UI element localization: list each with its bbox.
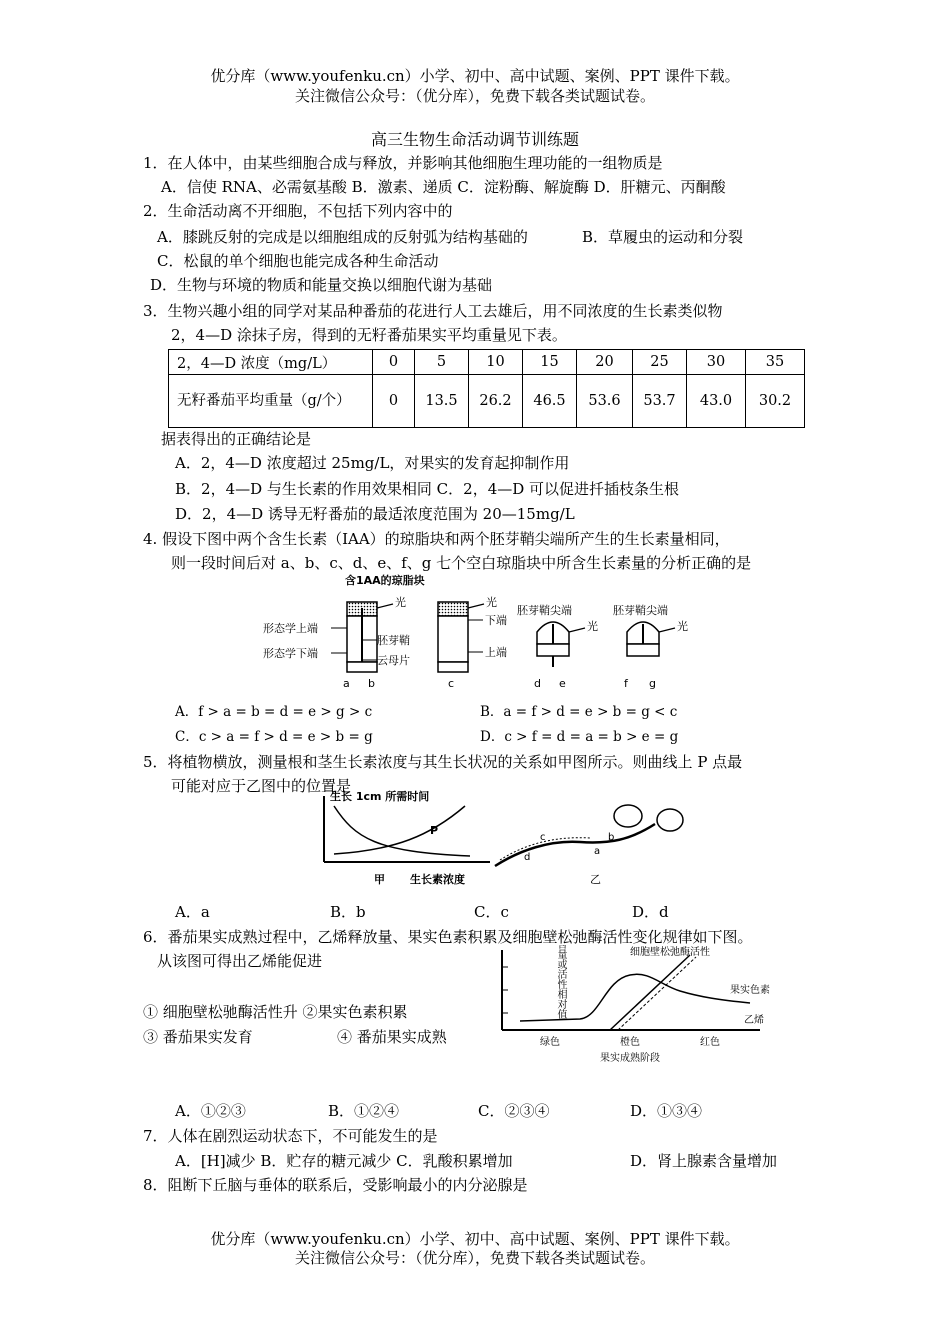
table-cell: 35 (746, 350, 805, 375)
table-row-label: 2，4—D 浓度（mg/L） (169, 350, 373, 375)
footer-line-1: 优分库（www.youfenku.cn）小学、初中、高中试题、案例、PPT 课件下载。 (210, 1230, 740, 1248)
q6-stem-2: 从该图可得出乙烯能促进 (157, 952, 323, 970)
q4-stem-1: 4. 假设下图中两个含生长素（IAA）的琼脂块和两个胚芽鞘尖端所产生的生长素量相同， (143, 530, 730, 548)
leaf-1 (614, 805, 642, 827)
q1-stem: 1．在人体中，由某些细胞合成与释放，并影响其他细胞生理功能的一组物质是 (143, 154, 663, 172)
q5-figure (310, 788, 690, 888)
x-axis-label: 果实成熟阶段 (600, 1053, 660, 1064)
upper-end-label: 上端 (485, 646, 507, 659)
q5-option-d: D．d (632, 903, 669, 921)
q4-figure-svg (255, 572, 700, 692)
letter-a: a (343, 677, 350, 690)
light-label-2: 光 (486, 596, 497, 609)
q3-stem-2: 2，4—D 涂抹子房，得到的无籽番茄果实平均重量见下表。 (171, 326, 567, 344)
q2-option-c: C．松鼠的单个细胞也能完成各种生命活动 (157, 252, 439, 270)
q3-data-table (168, 349, 805, 428)
light-arrow-3 (569, 628, 585, 632)
agar-block-ab (347, 662, 377, 672)
y-axis-label: 生长 1cm 所需时间 (330, 790, 430, 803)
yi-label: 乙 (590, 873, 601, 886)
q4-option-d: D．c > f = d = a = b > e = g (480, 729, 679, 745)
ethylene-curve (520, 974, 750, 1021)
pigment-label: 果实色素 (730, 985, 770, 996)
q3-option-bc: B．2，4—D 与生长素的作用效果相同 C．2，4—D 可以促进扦插枝条生根 (175, 480, 680, 498)
y-axis-label-text (486, 945, 567, 1019)
q3-option-a: A．2，4—D 浓度超过 25mg/L，对果实的发育起抑制作用 (175, 454, 570, 472)
light-arrow-4 (659, 628, 675, 632)
table-cell: 53.6 (577, 375, 633, 428)
footer-line-2: 关注微信公众号：（优分库），免费下载各类试题试卷。 (294, 1249, 655, 1267)
agar-block-c (438, 662, 468, 672)
enzyme-label: 细胞壁松弛酶活性 (630, 947, 710, 958)
table-cell: 13.5 (415, 375, 469, 428)
q5-stem-1: 5．将植物横放，测量根和茎生长素浓度与其生长状况的关系如甲图所示。则曲线上 P 点最 (143, 753, 743, 771)
q8-stem: 8．阻断下丘脑与垂体的联系后，受影响最小的内分泌腺是 (143, 1176, 528, 1194)
orange-label: 橙色 (620, 1037, 640, 1048)
q5-option-b: B．b (330, 903, 366, 921)
agar-block-de (537, 644, 569, 656)
leaf-2 (657, 809, 683, 831)
header-line-2: 关注微信公众号：（优分库），免费下载各类试题试卷。 (294, 87, 655, 105)
letter-c: c (448, 677, 455, 690)
table-cell: 53.7 (633, 375, 687, 428)
q6-item-4: ④ 番茄果实成熟 (337, 1028, 447, 1046)
page-title: 高三生物生命活动调节训练题 (370, 130, 579, 149)
enzyme-line (618, 957, 696, 1030)
table-cell: 5 (415, 350, 469, 375)
q6-figure-svg (480, 945, 810, 1065)
y-axis-label (486, 945, 567, 1019)
iaa-block-2 (438, 602, 468, 616)
tip-label-1: 胚芽鞘尖端 (517, 604, 572, 617)
q4-option-b: B．a = f > d = e > b = g < c (480, 704, 678, 720)
ethylene-label: 乙烯 (744, 1015, 764, 1026)
q4-option-a: A．f > a = b = d = e > g > c (175, 704, 373, 720)
table-cell: 20 (577, 350, 633, 375)
q7-stem: 7．人体在剧烈运动状态下，不可能发生的是 (143, 1127, 438, 1145)
q4-stem-2: 则一段时间后对 a、b、c、d、e、f、g 七个空白琼脂块中所含生长素量的分析正确的是 (171, 554, 752, 572)
light-arrow-1 (377, 604, 393, 608)
q4-figure (255, 572, 700, 692)
q5-figure-svg (310, 788, 690, 888)
table-cell: 25 (633, 350, 687, 375)
q2-option-b: B．草履虫的运动和分裂 (582, 228, 744, 246)
q6-option-b: B．①②④ (328, 1102, 400, 1120)
q2-stem: 2．生命活动离不开细胞，不包括下列内容中的 (143, 202, 453, 220)
root-curve (334, 806, 470, 856)
table-cell: 0 (373, 350, 415, 375)
letter-g: g (649, 677, 656, 690)
letter-d: d (534, 677, 541, 690)
q4-option-c: C．c > a = f > d = e > b = g (175, 729, 373, 745)
red-label: 红色 (700, 1037, 720, 1048)
q1-options: A．信使 RNA、必需氨基酸 B．激素、递质 C．淀粉酶、解旋酶 D．肝糖元、丙酮酸 (161, 178, 726, 196)
light-label-4: 光 (677, 620, 688, 633)
q6-item-3: ③ 番茄果实发育 (143, 1028, 253, 1046)
q5-stem-2: 可能对应于乙图中的位置是 (171, 777, 352, 795)
q5-option-c: C．c (474, 903, 509, 921)
p-label: P (430, 824, 439, 837)
table-cell: 30.2 (746, 375, 805, 428)
q6-option-c: C．②③④ (478, 1102, 550, 1120)
tip-label-2: 胚芽鞘尖端 (613, 604, 668, 617)
table-cell: 15 (523, 350, 577, 375)
point-b: b (608, 832, 615, 843)
coleoptile-label: 胚芽鞘 (377, 634, 410, 647)
table-row-concentration (169, 350, 805, 375)
green-label: 绿色 (540, 1037, 560, 1048)
q2-option-a: A．膝跳反射的完成是以细胞组成的反射弧为结构基础的 (157, 228, 528, 246)
q7-options-abc: A．[H]减少 B．贮存的糖元减少 C．乳酸积累增加 (175, 1152, 513, 1170)
q6-option-a: A．①②③ (175, 1102, 246, 1120)
table-cell: 30 (687, 350, 746, 375)
iaa-block-label: 含1AA的琼脂块 (345, 574, 425, 587)
q6-option-d: D．①③④ (630, 1102, 703, 1120)
q7-option-d: D．肾上腺素含量增加 (630, 1152, 778, 1170)
morph-top-label: 形态学上端 (263, 622, 318, 635)
letter-e: e (559, 677, 566, 690)
q6-items-1-2: ① 细胞壁松驰酶活性升 ②果实色素积累 (143, 1003, 408, 1021)
table-cell: 10 (469, 350, 523, 375)
point-c: c (540, 832, 546, 843)
table-cell: 0 (373, 375, 415, 428)
point-a: a (594, 846, 601, 857)
light-label-3: 光 (587, 620, 598, 633)
morph-bottom-label: 形态学下端 (263, 647, 318, 660)
letter-f: f (624, 677, 628, 690)
table-cell: 43.0 (687, 375, 746, 428)
x-axis-label: 生长素浓度 (410, 873, 465, 886)
q5-option-a: A．a (175, 903, 210, 921)
lower-end-label: 下端 (485, 614, 507, 627)
light-label-1: 光 (395, 596, 406, 609)
pigment-line (610, 955, 690, 1030)
q3-stem-1: 3．生物兴趣小组的同学对某品种番茄的花进行人工去雄后，用不同浓度的生长素类似物 (143, 302, 723, 320)
q6-stem-1: 6．番茄果实成熟过程中，乙烯释放量、果实色素积累及细胞壁松弛酶活性变化规律如下图。 (143, 928, 753, 946)
coleoptile-section-2 (438, 616, 468, 662)
q3-option-d: D．2，4—D 诱导无籽番茄的最适浓度范围为 20—15mg/L (175, 505, 575, 523)
q2-option-d: D．生物与环境的物质和能量交换以细胞代谢为基础 (150, 276, 493, 294)
point-d: d (524, 852, 531, 863)
jia-label: 甲 (374, 873, 385, 886)
letter-b: b (368, 677, 375, 690)
light-arrow-2 (468, 604, 484, 608)
q6-figure (480, 945, 810, 1065)
header-line-1: 优分库（www.youfenku.cn）小学、初中、高中试题、案例、PPT 课件下载。 (210, 67, 740, 85)
table-row-label: 无籽番茄平均重量（g/个） (169, 375, 373, 428)
table-row-weight (169, 375, 805, 428)
mica-label: 云母片 (377, 654, 410, 667)
table-cell: 26.2 (469, 375, 523, 428)
q3-conclusion: 据表得出的正确结论是 (161, 430, 312, 448)
agar-block-fg (627, 644, 659, 656)
seedling-stem (495, 824, 655, 866)
table-cell: 46.5 (523, 375, 577, 428)
